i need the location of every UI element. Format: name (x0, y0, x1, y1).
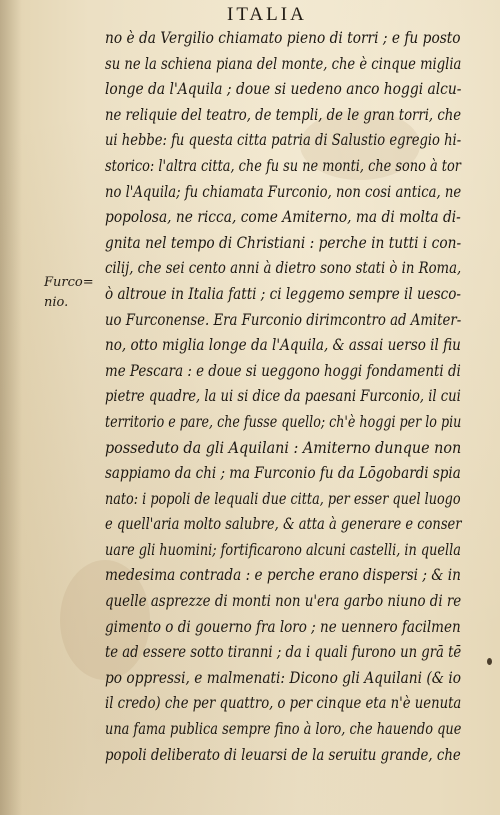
text-line: sappiamo da chi ; ma Furconio fu da Lōgobardi spia (105, 464, 461, 483)
text-line: pietre quadre, la ui si dice da paesani Furconio, il cui (105, 387, 461, 406)
text-line: no, otto miglia longe da l'Aquila, & assai uerso il fiu (105, 336, 461, 355)
text-line: medesima contrada : e perche erano dispersi ; & in (105, 566, 461, 585)
text-line: me Pescara : e doue si ueggono hoggi fondamenti di (105, 361, 461, 380)
text-line: ui hebbe: fu questa citta patria di Salustio egregio hi- (105, 131, 462, 150)
marginal-note-line: nio. (44, 295, 69, 310)
text-line: ne reliquie del teatro, de templi, de le gran torri, che (105, 105, 462, 124)
text-line: territorio e pare, che fusse quello; ch'è hoggi per lo piu (105, 412, 462, 431)
text-line: popolosa, ne ricca, come Amiterno, ma di molta di- (105, 208, 461, 227)
text-line: quelle asprezze di monti non u'era garbo niuno di re (105, 592, 462, 611)
main-text-block (105, 26, 461, 768)
text-line: popoli deliberato di leuarsi de la seruitu grande, che (105, 745, 461, 764)
ink-speck (487, 658, 492, 665)
text-line: storico: l'altra citta, che fu su ne monti, che sono à tor (105, 156, 461, 175)
text-line: no è da Vergilio chiamato pieno di torri ; e fu posto (105, 29, 461, 47)
marginal-note-line: Furco= (44, 275, 94, 290)
text-line: gnita nel tempo di Christiani : perche in tutti i con- (105, 233, 462, 252)
text-line: gimento o di gouerno fra loro ; ne uennero facilmen (105, 617, 461, 636)
text-line: longe da l'Aquila ; doue si uedeno anco hoggi alcu- (105, 80, 462, 99)
text-line: te ad essere sotto tiranni ; da i quali furono un grā tē (105, 643, 462, 662)
text-line: e quell'aria molto salubre, & atta à generare e conser (105, 515, 462, 534)
text-line: no l'Aquila; fu chiamata Furconio, non cosi antica, ne (105, 182, 462, 201)
text-line: una fama publica sempre fino à loro, che hauendo que (105, 720, 462, 739)
gutter-shadow (0, 0, 22, 815)
text-line: il credo) che per quattro, o per cinque eta n'è uenuta (105, 694, 462, 713)
running-head: ITALIA (227, 4, 307, 25)
text-line: su ne la schiena piana del monte, che è cinque miglia (105, 54, 462, 73)
text-line: po oppressi, e malmenati: Dicono gli Aquilani (& io (105, 668, 462, 687)
text-line: uare gli huomini; fortificarono alcuni castelli, in quella (105, 540, 461, 559)
text-line: cilij, che sei cento anni à dietro sono stati ò in Roma, (105, 259, 462, 278)
marginal-note (44, 273, 94, 313)
text-line: nato: i popoli de lequali due citta, per esser quel luogo (105, 489, 461, 508)
text-line: ò altroue in Italia fatti ; ci leggemo sempre il uesco- (105, 284, 461, 303)
text-line: posseduto da gli Aquilani : Amiterno dunque non (105, 438, 462, 457)
text-line: uo Furconense. Era Furconio dirimcontro ad Amiter- (105, 310, 462, 329)
